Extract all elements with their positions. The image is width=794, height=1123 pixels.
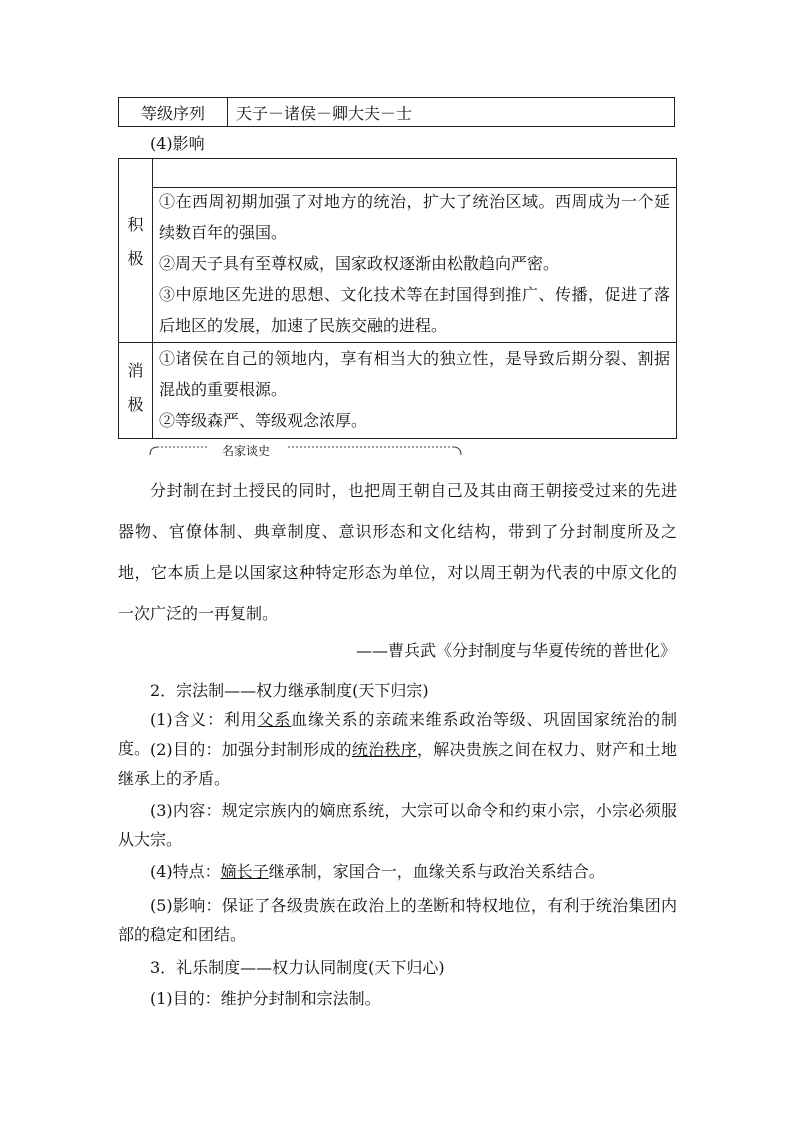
positive-item: ①在西周初期加强了对地方的统治，扩大了统治区域。西周成为一个延续数百年的强国。 [159,192,670,242]
positive-item: ②周天子具有至尊权威，国家政权逐渐由松散趋向严密。 [159,254,560,273]
underlined-term: 嫡长子 [220,862,269,881]
empty-row [152,159,676,188]
famous-commentary-banner [148,441,463,461]
section-heading-liyue: 3．礼乐制度——权力认同制度(天下归心) [150,958,445,977]
quote-paragraph: 分封制在封土授民的同时，也把周王朝自己及其由商王朝接受过来的先进器物、官僚体制、典章制度、意识形态和文化结构，带到了分封制度所及之地，它本质上是以国家这种特定形态为单位，对以周王朝为代表的中原文化的一次广泛的一再复制。 [118,481,677,623]
negative-cell [159,343,670,436]
quote-source: ——曹兵武《分封制度与华夏传统的普世化》 [355,641,676,660]
zongfa-meaning: (1)含义：利用父系血缘关系的亲疏来维系政治等级、巩固国家统治的制度。 [118,710,677,758]
banner-frame [148,441,463,461]
rank-header: 等级序列 [119,98,228,126]
impact-table [118,158,677,439]
positive-cell [159,186,670,341]
positive-label: 积 极 [127,215,144,268]
underlined-term: 统治秩序 [351,740,417,759]
rank-table [118,97,675,127]
underlined-term: 父系 [257,710,292,729]
positive-item: ③中原地区先进的思想、文化技术等在封国得到推广、传播，促进了落后地区的发展，加速了民族交融的进程。 [159,285,670,335]
zongfa-purpose: (2)目的：加强分封制形成的统治秩序，解决贵族之间在权力、财产和土地继承上的矛盾。 [118,740,677,788]
negative-item: ②等级森严、等级观念浓厚。 [159,411,368,430]
rank-value: 天子－诸侯－卿大夫－士 [236,103,413,123]
negative-label: 消 极 [127,361,144,414]
liyue-purpose: (1)目的：维护分封制和宗法制。 [150,989,381,1008]
negative-item: ①诸侯在自己的领地内，享有相当大的独立性，是导致后期分裂、割据混战的重要根源。 [159,349,670,399]
zongfa-content: (3)内容：规定宗族内的嫡庶系统，大宗可以命令和约束小宗，小宗必须服从大宗。 [118,801,677,849]
column-divider [152,159,153,438]
banner-title: 名家谈史 [222,444,271,458]
impact-title: (4)影响 [150,134,205,153]
zongfa-features: (4)特点：嫡长子继承制，家国合一，血缘关系与政治关系结合。 [150,862,605,881]
zongfa-impact: (5)影响：保证了各级贵族在政治上的垄断和特权地位，有利于统治集团内部的稳定和团结。 [118,896,677,944]
section-heading-zongfa: 2．宗法制——权力继承制度(天下归宗) [150,681,429,700]
